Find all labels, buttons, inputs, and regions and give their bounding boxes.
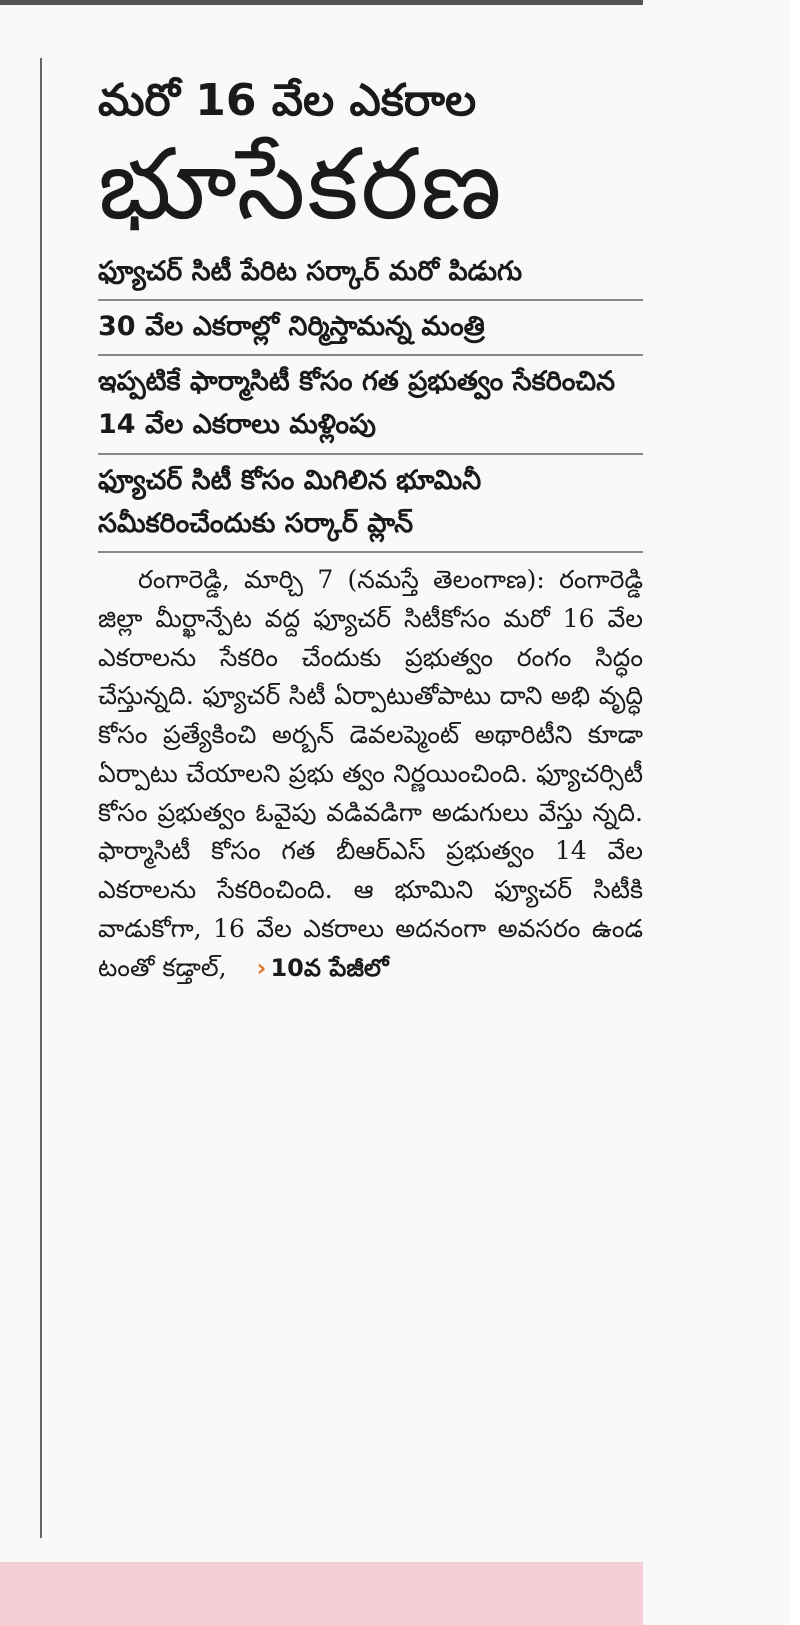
page-edge [790, 0, 800, 1625]
bottom-color-band [0, 1562, 643, 1625]
top-rule [0, 0, 643, 5]
headline-main: భూసేకరణ [98, 128, 504, 243]
deck-line: ఫ్యూచర్ సిటీ కోసం మిగిలిన భూమినీ సమీకరించేందుకు సర్కార్ ప్లాన్ [98, 455, 643, 553]
jump-arrow-icon: › [256, 953, 267, 982]
jump-text: 10వ పేజీలో [270, 953, 389, 982]
deck-line: 30 వేల ఎకరాల్లో నిర్మిస్తామన్న మంత్రి [98, 301, 643, 356]
deck-line: ఫ్యూచర్ సిటీ పేరిట సర్కార్ మరో పిడుగు [98, 246, 643, 301]
column-divider [40, 58, 42, 1538]
article-body [98, 561, 643, 987]
deck-line: ఇప్పటికే ఫార్మాసిటీ కోసం గత ప్రభుత్వం సేకరించిన 14 వేల ఎకరాలు మళ్లింపు [98, 356, 643, 454]
continued-on-page [257, 954, 389, 982]
headline-kicker: మరో 16 వేల ఎకరాల [98, 75, 477, 126]
news-article [98, 58, 643, 987]
article-body-text: రంగారెడ్డి, మార్చి 7 (నమస్తే తెలంగాణ): రంగారెడ్డి జిల్లా మీర్ఖాన్పేట వద్ద ఫ్యూచర్ సిటీకోసం మరో 16 వేల ఎకరాలను సేకరిం చేందుకు ప్రభుత్వం రంగం సిద్ధం చేస్తున్నది. ఫ్యూచర్ సిటీ ఏర్పాటుతోపాటు దాని అభి వృద్ధి కోసం ప్రత్యేకించి అర్బన్ డెవలప్మెంట్ అథారిటీని కూడా ఏర్పాటు చేయాలని ప్రభు త్వం నిర్ణయించింది. ఫ్యూచర్సిటీ కోసం ప్రభుత్వం ఓవైపు వడివడిగా అడుగులు వేస్తు న్నది. ఫార్మాసిటీ కోసం గత బీఆర్ఎస్ ప్రభుత్వం 14 వేల ఎకరాలను సేకరించింది. ఆ భూమిని ఫ్యూచర్ సిటీకి వాడుకోగా, 16 వేల ఎకరాలు అదనంగా అవసరం ఉండ టంతో కడ్తాల్, [98, 565, 643, 982]
